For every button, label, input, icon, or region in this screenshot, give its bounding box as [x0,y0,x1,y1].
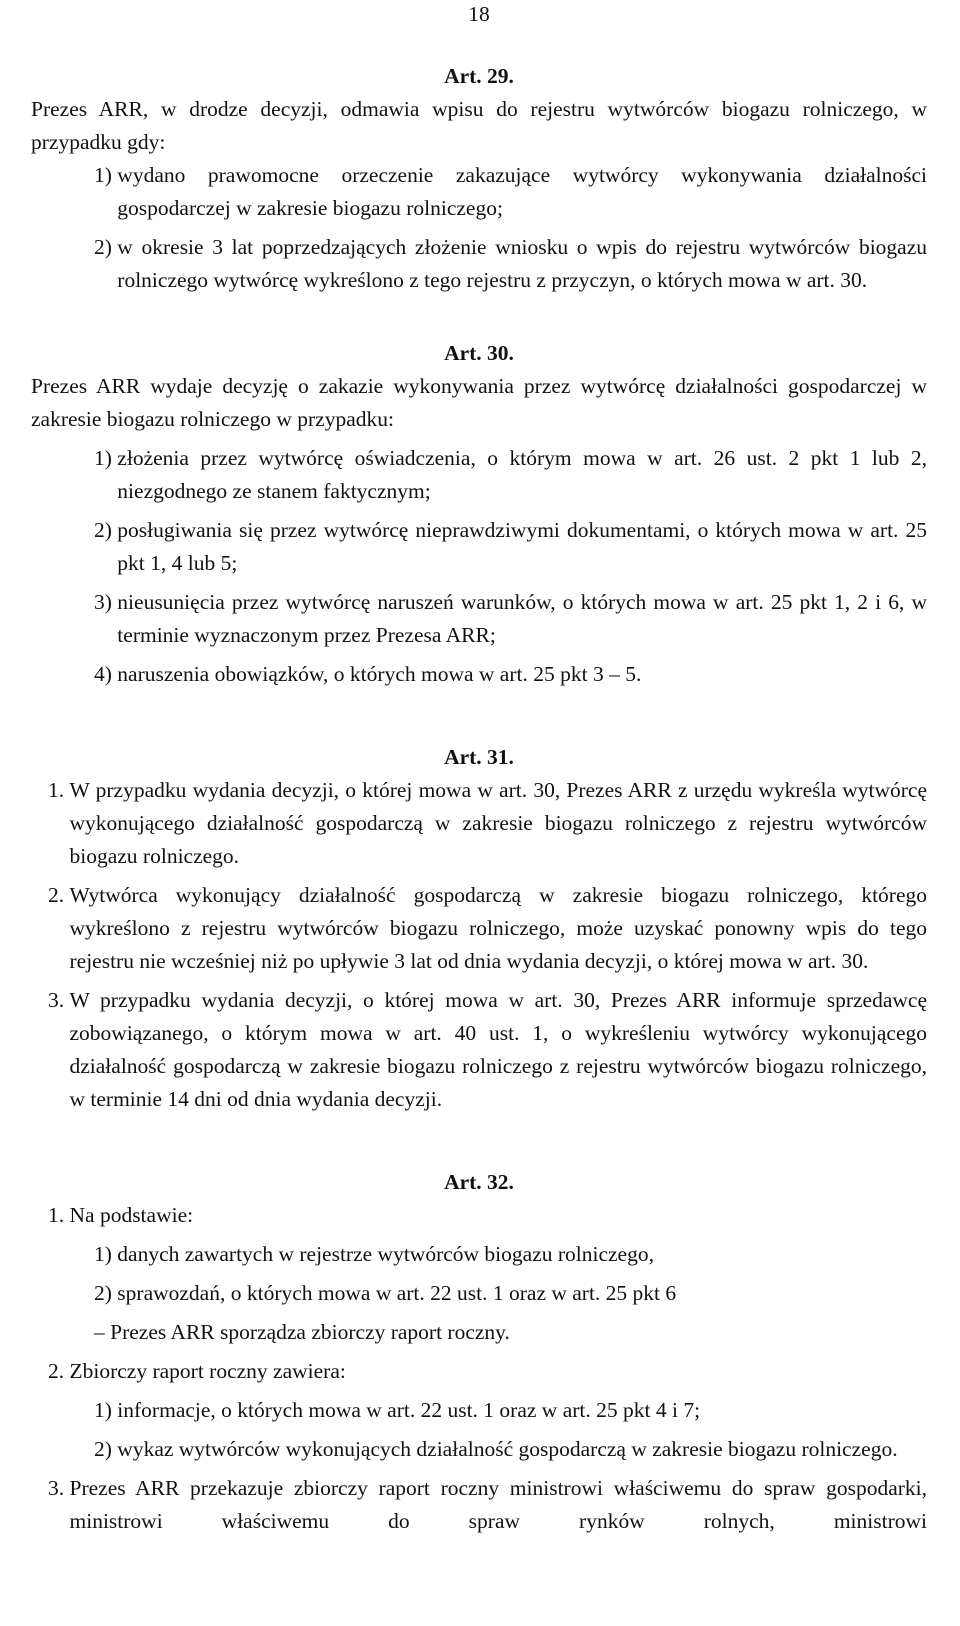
article-29-intro: Prezes ARR, w drodze decyzji, odmawia wpisu do rejestru wytwórców biogazu rolniczego, w przypadku gdy: [31,97,927,154]
article-32-para-1-item-1 [94,1238,927,1271]
article-32-para-1-item-2 [94,1277,927,1310]
page-number: 18 [468,2,490,26]
para-number: 2. [48,883,70,907]
article-30-item-2 [94,514,927,580]
item-number: 1) [94,446,118,470]
article-30-heading: Art. 30. [444,341,514,365]
item-number: 1) [94,163,118,187]
item-text: danych zawartych w rejestrze wytwórców biogazu rolniczego, [117,1242,654,1266]
para-text: Na podstawie: [69,1203,194,1227]
article-32-para-2 [48,1355,927,1388]
article-29-item-2 [94,231,927,297]
item-text: w okresie 3 lat poprzedzających złożenie wniosku o wpis do rejestru wytwórców biogazu rolniczego wytwórcę wykreślono z tego rejestru z przyczyn, o których mowa w art. 30. [117,235,927,292]
item-number: 2) [94,518,118,542]
item-text: informacje, o których mowa w art. 22 ust. 1 oraz w art. 25 pkt 4 i 7; [117,1398,701,1422]
item-text: naruszenia obowiązków, o których mowa w art. 25 pkt 3 – 5. [117,662,642,686]
article-32-para-2-item-2 [94,1433,927,1466]
article-31-para-1 [48,774,927,873]
para-text: Wytwórca wykonujący działalność gospodarczą w zakresie biogazu rolniczego, którego wykreślono z rejestru wytwórców biogazu rolniczego, może uzyskać ponowny wpis do tego rejestru nie wcześniej niż po upływie 3 lat od dnia wydania decyzji, o której mowa w art. 30. [69,883,927,973]
para-number: 1. [48,1203,70,1227]
article-30-item-4 [94,658,927,691]
para-text: Prezes ARR przekazuje zbiorczy raport roczny ministrowi właściwemu do spraw gospodarki, ministrowi właściwemu do spraw rynków rolnych, ministrowi [69,1476,927,1533]
article-32-heading: Art. 32. [444,1170,514,1194]
article-29-item-1 [94,159,927,225]
article-32-para-1-tail: – Prezes ARR sporządza zbiorczy raport roczny. [94,1320,510,1344]
item-text: posługiwania się przez wytwórcę nieprawdziwymi dokumentami, o których mowa w art. 25 pkt 1, 4 lub 5; [117,518,927,575]
para-number: 1. [48,778,70,802]
article-30-intro: Prezes ARR wydaje decyzję o zakazie wykonywania przez wytwórcę działalności gospodarczej w zakresie biogazu rolniczego w przypadku: [31,374,927,431]
article-32-para-3 [48,1472,927,1538]
item-number: 1) [94,1398,118,1422]
item-text: sprawozdań, o których mowa w art. 22 ust. 1 oraz w art. 25 pkt 6 [117,1281,677,1305]
para-text: W przypadku wydania decyzji, o której mowa w art. 30, Prezes ARR z urzędu wykreśla wytwórcę wykonującego działalność gospodarczą w zakresie biogazu rolniczego z rejestru wytwórców biogazu rolniczego. [69,778,927,868]
item-number: 2) [94,235,118,259]
article-31-para-3 [48,984,927,1116]
article-30-item-3 [94,586,927,652]
article-32-para-2-item-1 [94,1394,927,1427]
article-31-heading: Art. 31. [444,745,514,769]
para-text: W przypadku wydania decyzji, o której mowa w art. 30, Prezes ARR informuje sprzedawcę zobowiązanego, o którym mowa w art. 40 ust. 1, o wykreśleniu wytwórcy wykonującego działalność gospodarczą w zakresie biogazu rolniczego z rejestru wytwórców biogazu rolniczego, w terminie 14 dni od dnia wydania decyzji. [69,988,927,1111]
item-text: nieusunięcia przez wytwórcę naruszeń warunków, o których mowa w art. 25 pkt 1, 2 i 6, w terminie wyznaczonym przez Prezesa ARR; [117,590,927,647]
item-number: 2) [94,1281,118,1305]
para-text: Zbiorczy raport roczny zawiera: [69,1359,346,1383]
item-number: 3) [94,590,118,614]
article-32-para-1 [48,1199,927,1232]
item-text: wydano prawomocne orzeczenie zakazujące wytwórcy wykonywania działalności gospodarczej w zakresie biogazu rolniczego; [117,163,927,220]
para-number: 2. [48,1359,70,1383]
document-page [31,0,927,1538]
item-text: wykaz wytwórców wykonujących działalność gospodarczą w zakresie biogazu rolniczego. [117,1437,898,1461]
item-number: 2) [94,1437,118,1461]
article-31-para-2 [48,879,927,978]
para-number: 3. [48,1476,70,1500]
item-text: złożenia przez wytwórcę oświadczenia, o którym mowa w art. 26 ust. 2 pkt 1 lub 2, niezgodnego ze stanem faktycznym; [117,446,927,503]
item-number: 4) [94,662,118,686]
article-30-item-1 [94,442,927,508]
item-number: 1) [94,1242,118,1266]
article-29-heading: Art. 29. [444,64,514,88]
para-number: 3. [48,988,70,1012]
